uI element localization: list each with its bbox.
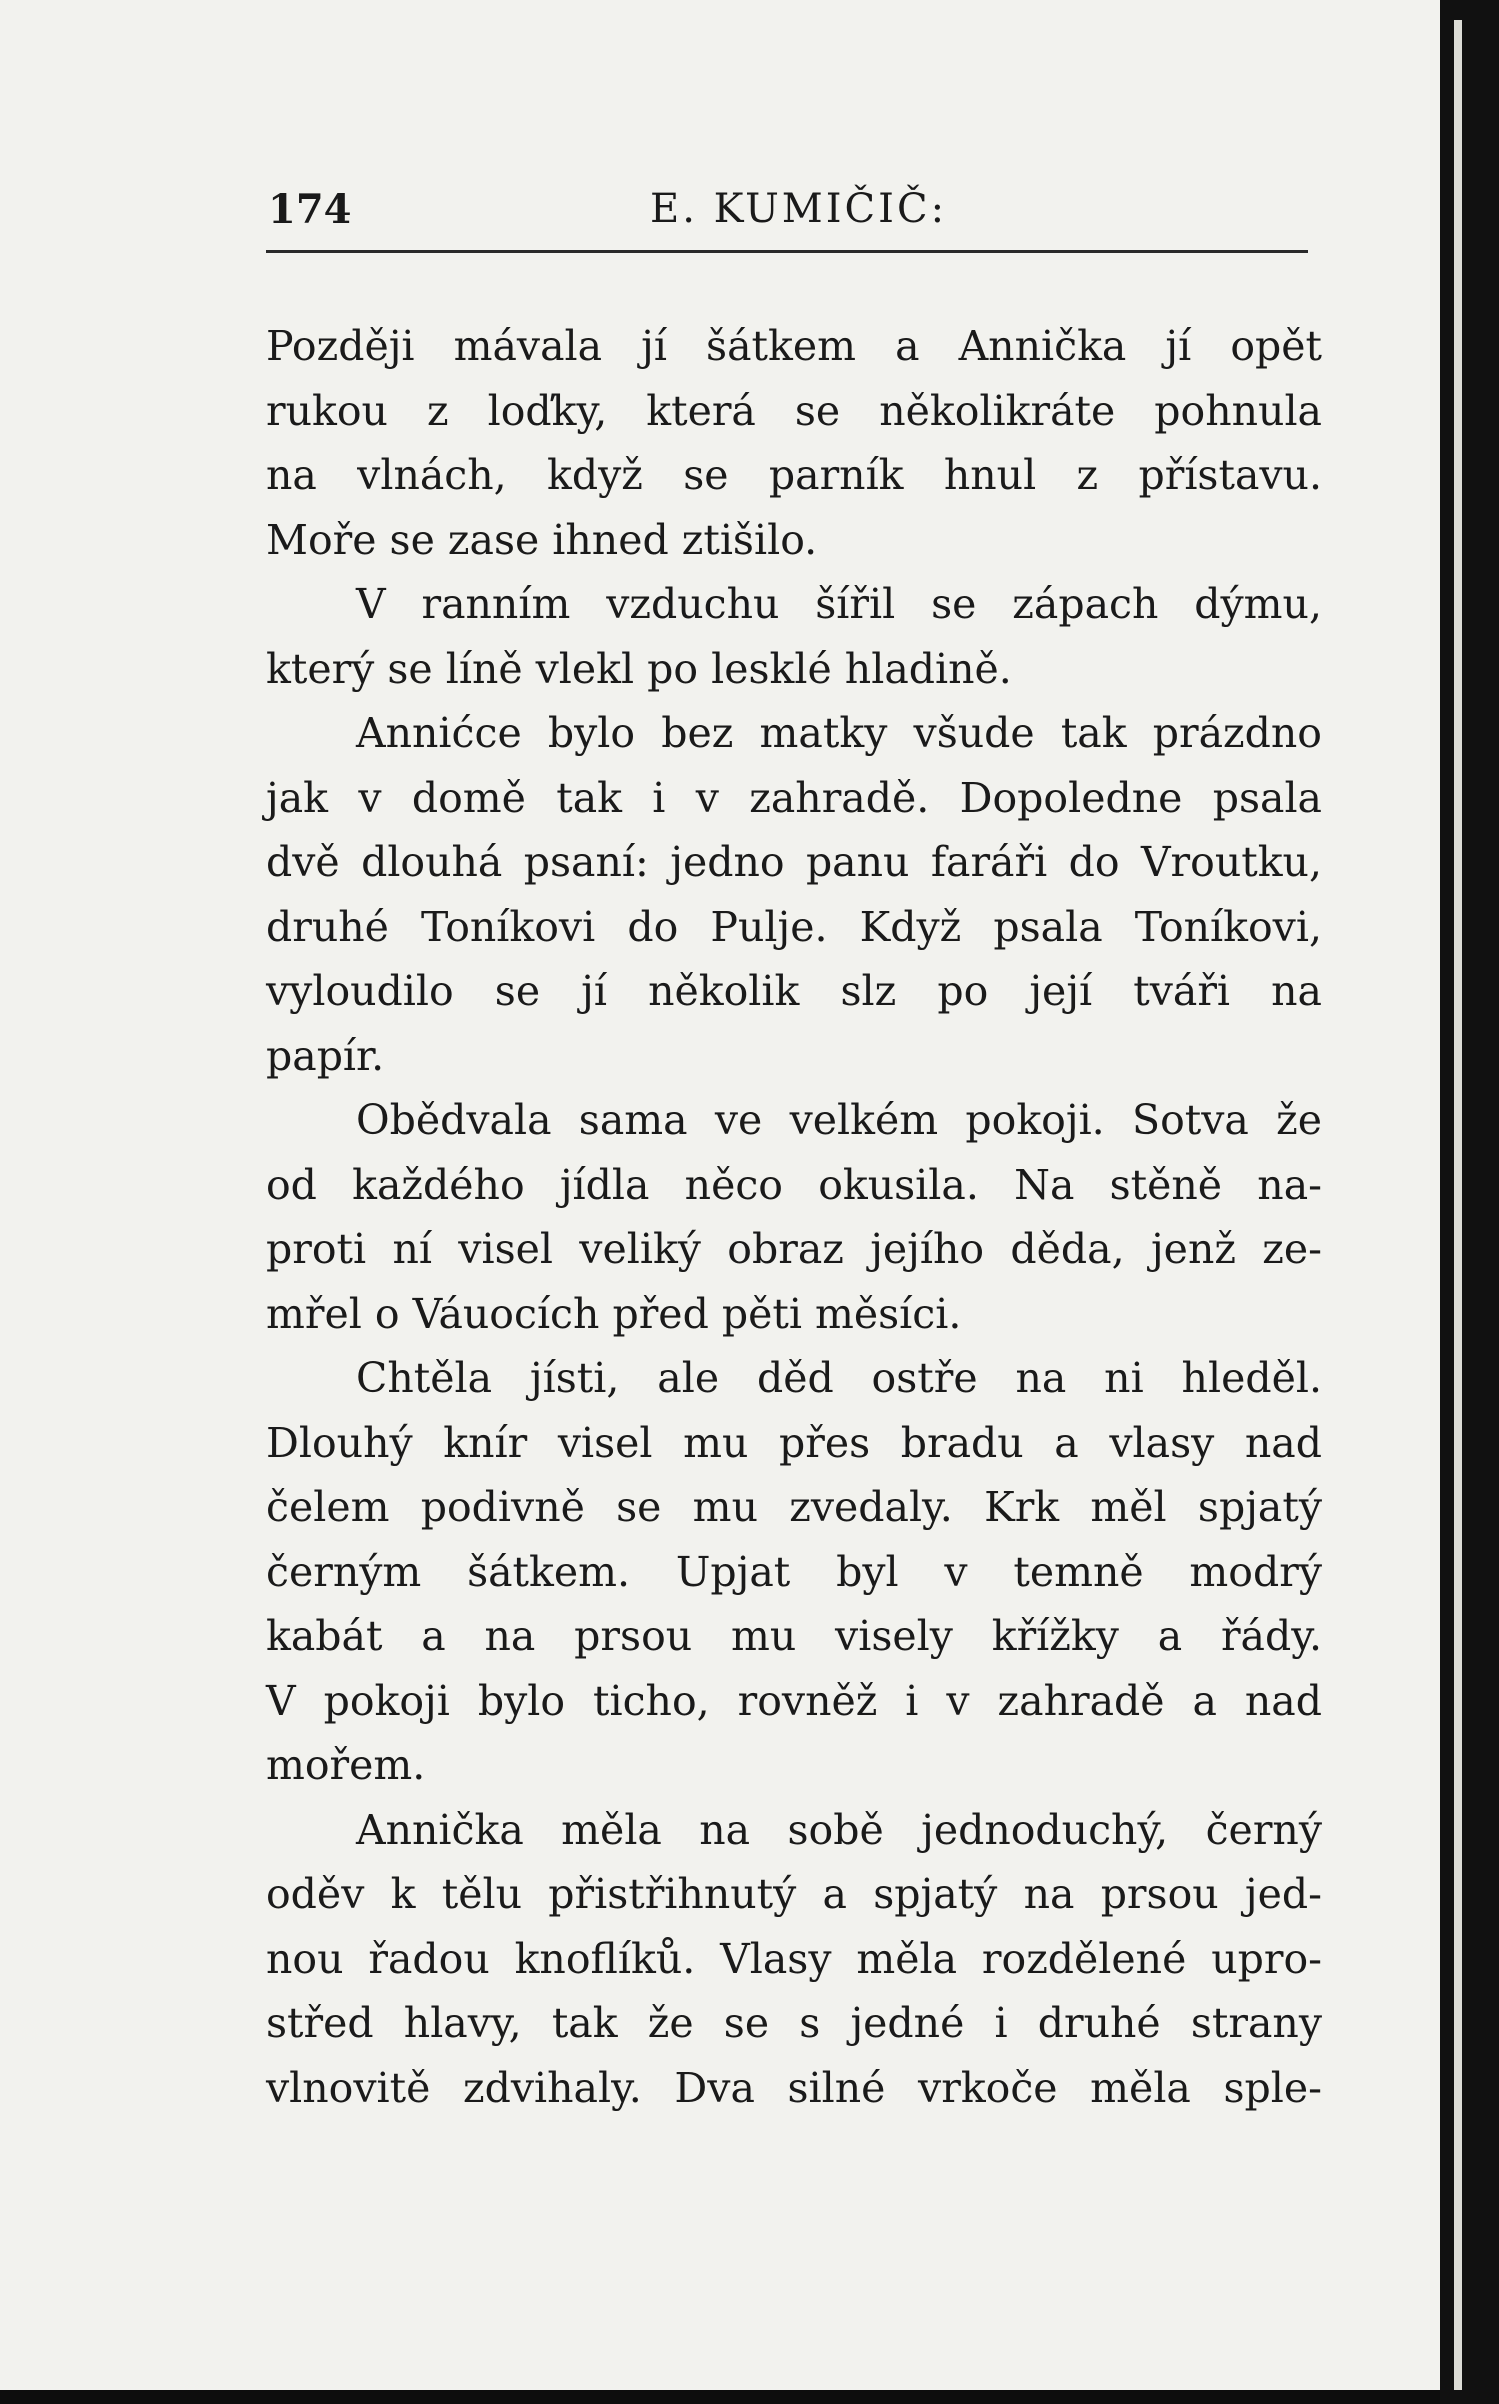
text-line: druhé Toníkovi do Pulje. Když psala Toníkovi,	[266, 902, 1322, 951]
text-line: Obědvala sama ve velkém pokoji. Sotva že	[356, 1096, 1322, 1144]
text-line: Moře se zase ihned ztišilo.	[266, 515, 818, 564]
text-line: od každého jídla něco okusila. Na stěně na-	[266, 1160, 1322, 1209]
text-line: mřel o Váuocích před pěti měsíci.	[266, 1289, 962, 1338]
text-line: oděv k tělu přistřihnutý a spjatý na prsou jed-	[266, 1870, 1322, 1918]
text-line: rukou z loďky, která se několikráte pohnula	[266, 386, 1322, 435]
text-line: černým šátkem. Upjat byl v temně modrý	[266, 1547, 1322, 1596]
text-line: jak v domě tak i v zahradě. Dopoledne psala	[266, 773, 1322, 822]
text-line: čelem podivně se mu zvedaly. Krk měl spjatý	[266, 1483, 1322, 1531]
text-line: který se líně vlekl po lesklé hladině.	[266, 644, 1012, 693]
text-line: Annička měla na sobě jednoduchý, černý	[356, 1805, 1322, 1854]
text-line: Annićce bylo bez matky všude tak prázdno	[356, 709, 1322, 757]
body-text	[266, 314, 1322, 2120]
text-line: Dlouhý knír visel mu přes bradu a vlasy nad	[266, 1418, 1322, 1467]
text-line: Chtěla jísti, ale děd ostře na ni hleděl.	[356, 1354, 1322, 1402]
text-line: nou řadou knoflíků. Vlasy měla rozdělené upro-	[266, 1934, 1322, 1983]
text-line: papír.	[266, 1031, 385, 1080]
text-line: kabát a na prsou mu visely křížky a řády.	[266, 1612, 1322, 1660]
text-line: na vlnách, když se parník hnul z přístavu.	[266, 451, 1322, 499]
text-line: proti ní visel veliký obraz jejího děda, jenž ze-	[266, 1225, 1322, 1273]
text-line: střed hlavy, tak že se s jedné i druhé strany	[266, 1999, 1322, 2047]
text-line: V pokoji bylo ticho, rovněž i v zahradě a nad	[266, 1676, 1322, 1725]
header-rule	[266, 250, 1308, 253]
text-line: vyloudilo se jí několik slz po její tváři na	[266, 967, 1322, 1015]
running-head: E. KUMIČIČ:	[650, 186, 948, 232]
page-edge-shadow	[1440, 0, 1499, 2404]
text-line: vlnovitě zdvihaly. Dva silné vrkoče měla sple-	[266, 2063, 1322, 2112]
next-page-sliver	[1454, 20, 1462, 2390]
page-number: 174	[268, 186, 352, 233]
text-line: mořem.	[266, 1741, 426, 1789]
text-line: Později mávala jí šátkem a Annička jí opět	[266, 322, 1322, 370]
text-line: dvě dlouhá psaní: jedno panu faráři do Vroutku,	[266, 838, 1322, 886]
text-line: V ranním vzduchu šířil se zápach dýmu,	[356, 580, 1322, 628]
page-header	[268, 186, 1308, 246]
